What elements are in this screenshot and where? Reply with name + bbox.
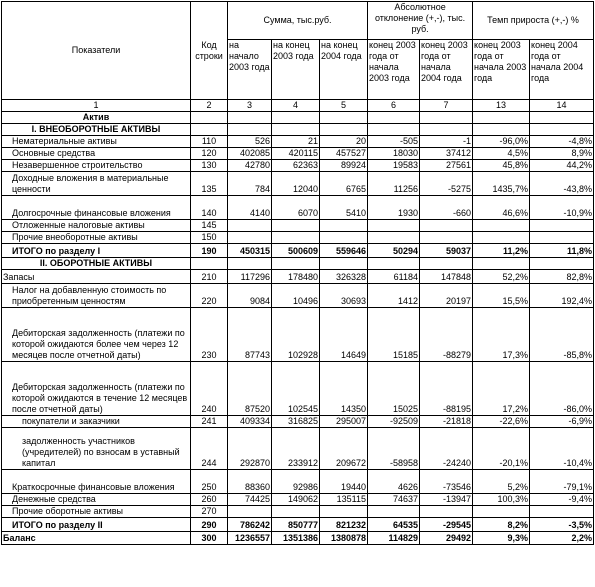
row-label: ИТОГО по разделу II — [2, 518, 191, 532]
row-value: 5410 — [320, 196, 368, 220]
row-value — [420, 232, 473, 244]
row-code: 244 — [191, 428, 228, 470]
column-number: 14 — [530, 100, 594, 112]
row-code: 190 — [191, 244, 228, 258]
header-sub: на конец 2003 года — [272, 40, 320, 100]
row-value: -20,1% — [473, 428, 530, 470]
header-growth: Темп прироста (+,-) % — [473, 2, 594, 40]
row-value: 1351386 — [272, 532, 320, 545]
row-value: 20197 — [420, 284, 473, 308]
row-value: 8,2% — [473, 518, 530, 532]
current-assets-body — [2, 270, 594, 545]
row-value: -86,0% — [530, 362, 594, 416]
row-value: 74637 — [368, 494, 420, 506]
balance-table — [1, 1, 594, 545]
row-code: 150 — [191, 232, 228, 244]
row-code: 210 — [191, 270, 228, 284]
header-sub: конец 2003 года от начала 2004 года — [420, 40, 473, 100]
row-value: 316825 — [272, 416, 320, 428]
row-label: Баланс — [2, 532, 191, 545]
table-row — [2, 220, 594, 232]
section-row — [2, 124, 594, 136]
row-value: 44,2% — [530, 160, 594, 172]
row-label: задолженность участников (учредителей) по взносам в уставный капитал — [2, 428, 191, 470]
row-value — [530, 506, 594, 518]
row-value: 402085 — [228, 148, 272, 160]
row-value — [473, 220, 530, 232]
row-value: 89924 — [320, 160, 368, 172]
row-code: 145 — [191, 220, 228, 232]
row-label: Прочие оборотные активы — [2, 506, 191, 518]
row-value — [272, 232, 320, 244]
row-value: 4626 — [368, 470, 420, 494]
table-row — [2, 506, 594, 518]
row-value: 37412 — [420, 148, 473, 160]
row-value: 64535 — [368, 518, 420, 532]
table-row — [2, 532, 594, 545]
row-value: 9084 — [228, 284, 272, 308]
row-value: 209672 — [320, 428, 368, 470]
row-code: 120 — [191, 148, 228, 160]
row-value: 784 — [228, 172, 272, 196]
row-value: -10,4% — [530, 428, 594, 470]
row-value: 102928 — [272, 308, 320, 362]
row-value — [228, 232, 272, 244]
row-value: -505 — [368, 136, 420, 148]
header-sub: конец 2003 года от начала 2003 года — [473, 40, 530, 100]
row-value: 149062 — [272, 494, 320, 506]
row-value: 102545 — [272, 362, 320, 416]
row-code: 140 — [191, 196, 228, 220]
row-value: -1 — [420, 136, 473, 148]
row-value: 821232 — [320, 518, 368, 532]
row-code: 230 — [191, 308, 228, 362]
header-sub: конец 2004 года от начала 2004 года — [530, 40, 594, 100]
row-value: 19440 — [320, 470, 368, 494]
row-value: 11,2% — [473, 244, 530, 258]
table-row — [2, 244, 594, 258]
row-label: Долгосрочные финансовые вложения — [2, 196, 191, 220]
row-label: Нематериальные активы — [2, 136, 191, 148]
row-value — [473, 232, 530, 244]
row-value: 457527 — [320, 148, 368, 160]
row-value: -43,8% — [530, 172, 594, 196]
header-sub: на конец 2004 года — [320, 40, 368, 100]
table-row — [2, 148, 594, 160]
row-label: Прочие внеоборотные активы — [2, 232, 191, 244]
row-value: -21818 — [420, 416, 473, 428]
row-value: -660 — [420, 196, 473, 220]
row-value: 21 — [272, 136, 320, 148]
row-value: -24240 — [420, 428, 473, 470]
balance-sheet — [1, 1, 594, 545]
row-label: Основные средства — [2, 148, 191, 160]
row-value: -10,9% — [530, 196, 594, 220]
row-value: -88279 — [420, 308, 473, 362]
row-code: 290 — [191, 518, 228, 532]
row-value: 1412 — [368, 284, 420, 308]
row-value — [228, 220, 272, 232]
row-value: -88195 — [420, 362, 473, 416]
row-value — [473, 506, 530, 518]
row-value — [530, 232, 594, 244]
row-value: 87743 — [228, 308, 272, 362]
row-value — [368, 220, 420, 232]
row-value — [320, 506, 368, 518]
row-value: -3,5% — [530, 518, 594, 532]
table-row — [2, 232, 594, 244]
row-value: 74425 — [228, 494, 272, 506]
row-value: 61184 — [368, 270, 420, 284]
row-value: 1930 — [368, 196, 420, 220]
row-value: 8,9% — [530, 148, 594, 160]
row-value: 114829 — [368, 532, 420, 545]
row-label: Запасы — [2, 270, 191, 284]
row-value — [272, 506, 320, 518]
row-value — [368, 506, 420, 518]
row-value: 292870 — [228, 428, 272, 470]
table-row — [2, 428, 594, 470]
row-value: 850777 — [272, 518, 320, 532]
column-number: 2 — [191, 100, 228, 112]
row-value: 450315 — [228, 244, 272, 258]
row-value: 46,6% — [473, 196, 530, 220]
row-value: -29545 — [420, 518, 473, 532]
row-code: 300 — [191, 532, 228, 545]
row-value: 59037 — [420, 244, 473, 258]
row-value: 88360 — [228, 470, 272, 494]
noncurrent-assets-body — [2, 136, 594, 258]
row-value: 11,8% — [530, 244, 594, 258]
row-value: -79,1% — [530, 470, 594, 494]
header-sub: на начало 2003 года — [228, 40, 272, 100]
row-value: 30693 — [320, 284, 368, 308]
row-value — [368, 232, 420, 244]
table-row — [2, 494, 594, 506]
row-value: -73546 — [420, 470, 473, 494]
column-numbers-row — [2, 100, 594, 112]
row-label: ИТОГО по разделу I — [2, 244, 191, 258]
row-label: Дебиторская задолженность (платежи по которой ожидаются более чем через 12 месяцев после отчетной даты) — [2, 308, 191, 362]
row-value: -92509 — [368, 416, 420, 428]
row-value: -4,8% — [530, 136, 594, 148]
table-row — [2, 284, 594, 308]
section-current: II. ОБОРОТНЫЕ АКТИВЫ — [2, 258, 191, 270]
row-code: 135 — [191, 172, 228, 196]
row-value: 42780 — [228, 160, 272, 172]
row-value: 178480 — [272, 270, 320, 284]
table-row — [2, 362, 594, 416]
header-sub: конец 2003 года от начала 2003 года — [368, 40, 420, 100]
row-value: -58958 — [368, 428, 420, 470]
section-row — [2, 112, 594, 124]
row-label: Дебиторская задолженность (платежи по которой ожидаются в течение 12 месяцев после отчетной даты) — [2, 362, 191, 416]
row-value: 17,3% — [473, 308, 530, 362]
table-row — [2, 270, 594, 284]
row-value: 2,2% — [530, 532, 594, 545]
row-label: Отложенные налоговые активы — [2, 220, 191, 232]
row-value: 20 — [320, 136, 368, 148]
row-value: 4140 — [228, 196, 272, 220]
row-value: 420115 — [272, 148, 320, 160]
row-value: 5,2% — [473, 470, 530, 494]
row-value: 50294 — [368, 244, 420, 258]
row-label: Незавершенное строительство — [2, 160, 191, 172]
header-indicators: Показатели — [2, 2, 191, 100]
row-value: 45,8% — [473, 160, 530, 172]
header-row — [2, 2, 594, 40]
table-row — [2, 416, 594, 428]
table-row — [2, 160, 594, 172]
row-value — [420, 506, 473, 518]
row-value: 29492 — [420, 532, 473, 545]
row-value: 409334 — [228, 416, 272, 428]
row-value: -13947 — [420, 494, 473, 506]
row-code: 240 — [191, 362, 228, 416]
row-value: 1236557 — [228, 532, 272, 545]
row-value: 500609 — [272, 244, 320, 258]
row-value — [320, 220, 368, 232]
row-value: 326328 — [320, 270, 368, 284]
row-value: -85,8% — [530, 308, 594, 362]
row-label: Налог на добавленную стоимость по приобретенным ценностям — [2, 284, 191, 308]
header-code: Код строки — [191, 2, 228, 100]
row-value: 19583 — [368, 160, 420, 172]
row-value: 27561 — [420, 160, 473, 172]
header-sum: Сумма, тыс.руб. — [228, 2, 368, 40]
row-label: покупатели и заказчики — [2, 416, 191, 428]
column-number: 13 — [473, 100, 530, 112]
row-value — [530, 220, 594, 232]
row-value — [272, 220, 320, 232]
row-value: 15025 — [368, 362, 420, 416]
row-label: Краткосрочные финансовые вложения — [2, 470, 191, 494]
row-value: 17,2% — [473, 362, 530, 416]
row-value: -9,4% — [530, 494, 594, 506]
row-label: Доходные вложения в материальные ценности — [2, 172, 191, 196]
row-label: Денежные средства — [2, 494, 191, 506]
row-value: -5275 — [420, 172, 473, 196]
row-code: 250 — [191, 470, 228, 494]
row-value: 559646 — [320, 244, 368, 258]
row-value: 117296 — [228, 270, 272, 284]
row-value: 12040 — [272, 172, 320, 196]
row-value: 10496 — [272, 284, 320, 308]
row-value — [228, 506, 272, 518]
row-value — [320, 232, 368, 244]
table-row — [2, 308, 594, 362]
row-value: 100,3% — [473, 494, 530, 506]
row-value: 1380878 — [320, 532, 368, 545]
row-value: 18030 — [368, 148, 420, 160]
row-value: 9,3% — [473, 532, 530, 545]
row-value: -96,0% — [473, 136, 530, 148]
row-value: -22,6% — [473, 416, 530, 428]
column-number: 6 — [368, 100, 420, 112]
section-aktiv: Актив — [2, 112, 191, 124]
row-code: 270 — [191, 506, 228, 518]
column-number: 7 — [420, 100, 473, 112]
row-value: 62363 — [272, 160, 320, 172]
row-value: -6,9% — [530, 416, 594, 428]
row-value: 15,5% — [473, 284, 530, 308]
row-value: 147848 — [420, 270, 473, 284]
table-row — [2, 470, 594, 494]
row-value: 233912 — [272, 428, 320, 470]
section-noncurrent: I. ВНЕОБОРОТНЫЕ АКТИВЫ — [2, 124, 191, 136]
header-abs-dev: Абсолютное отклонение (+,-), тыс. руб. — [368, 2, 473, 40]
row-value: 295007 — [320, 416, 368, 428]
column-number: 4 — [272, 100, 320, 112]
column-number: 1 — [2, 100, 191, 112]
row-value: 92986 — [272, 470, 320, 494]
row-value: 786242 — [228, 518, 272, 532]
row-value: 6765 — [320, 172, 368, 196]
row-value: 11256 — [368, 172, 420, 196]
row-value — [420, 220, 473, 232]
row-value: 14350 — [320, 362, 368, 416]
table-row — [2, 196, 594, 220]
row-code: 110 — [191, 136, 228, 148]
row-value: 82,8% — [530, 270, 594, 284]
table-row — [2, 172, 594, 196]
row-code: 130 — [191, 160, 228, 172]
section-row — [2, 258, 594, 270]
table-row — [2, 518, 594, 532]
row-code: 241 — [191, 416, 228, 428]
row-value: 526 — [228, 136, 272, 148]
row-value: 135115 — [320, 494, 368, 506]
row-value: 15185 — [368, 308, 420, 362]
row-value: 6070 — [272, 196, 320, 220]
row-value: 1435,7% — [473, 172, 530, 196]
row-code: 260 — [191, 494, 228, 506]
column-number: 5 — [320, 100, 368, 112]
row-value: 52,2% — [473, 270, 530, 284]
row-value: 192,4% — [530, 284, 594, 308]
row-value: 87520 — [228, 362, 272, 416]
table-row — [2, 136, 594, 148]
column-number: 3 — [228, 100, 272, 112]
row-value: 4,5% — [473, 148, 530, 160]
row-value: 14649 — [320, 308, 368, 362]
row-code: 220 — [191, 284, 228, 308]
